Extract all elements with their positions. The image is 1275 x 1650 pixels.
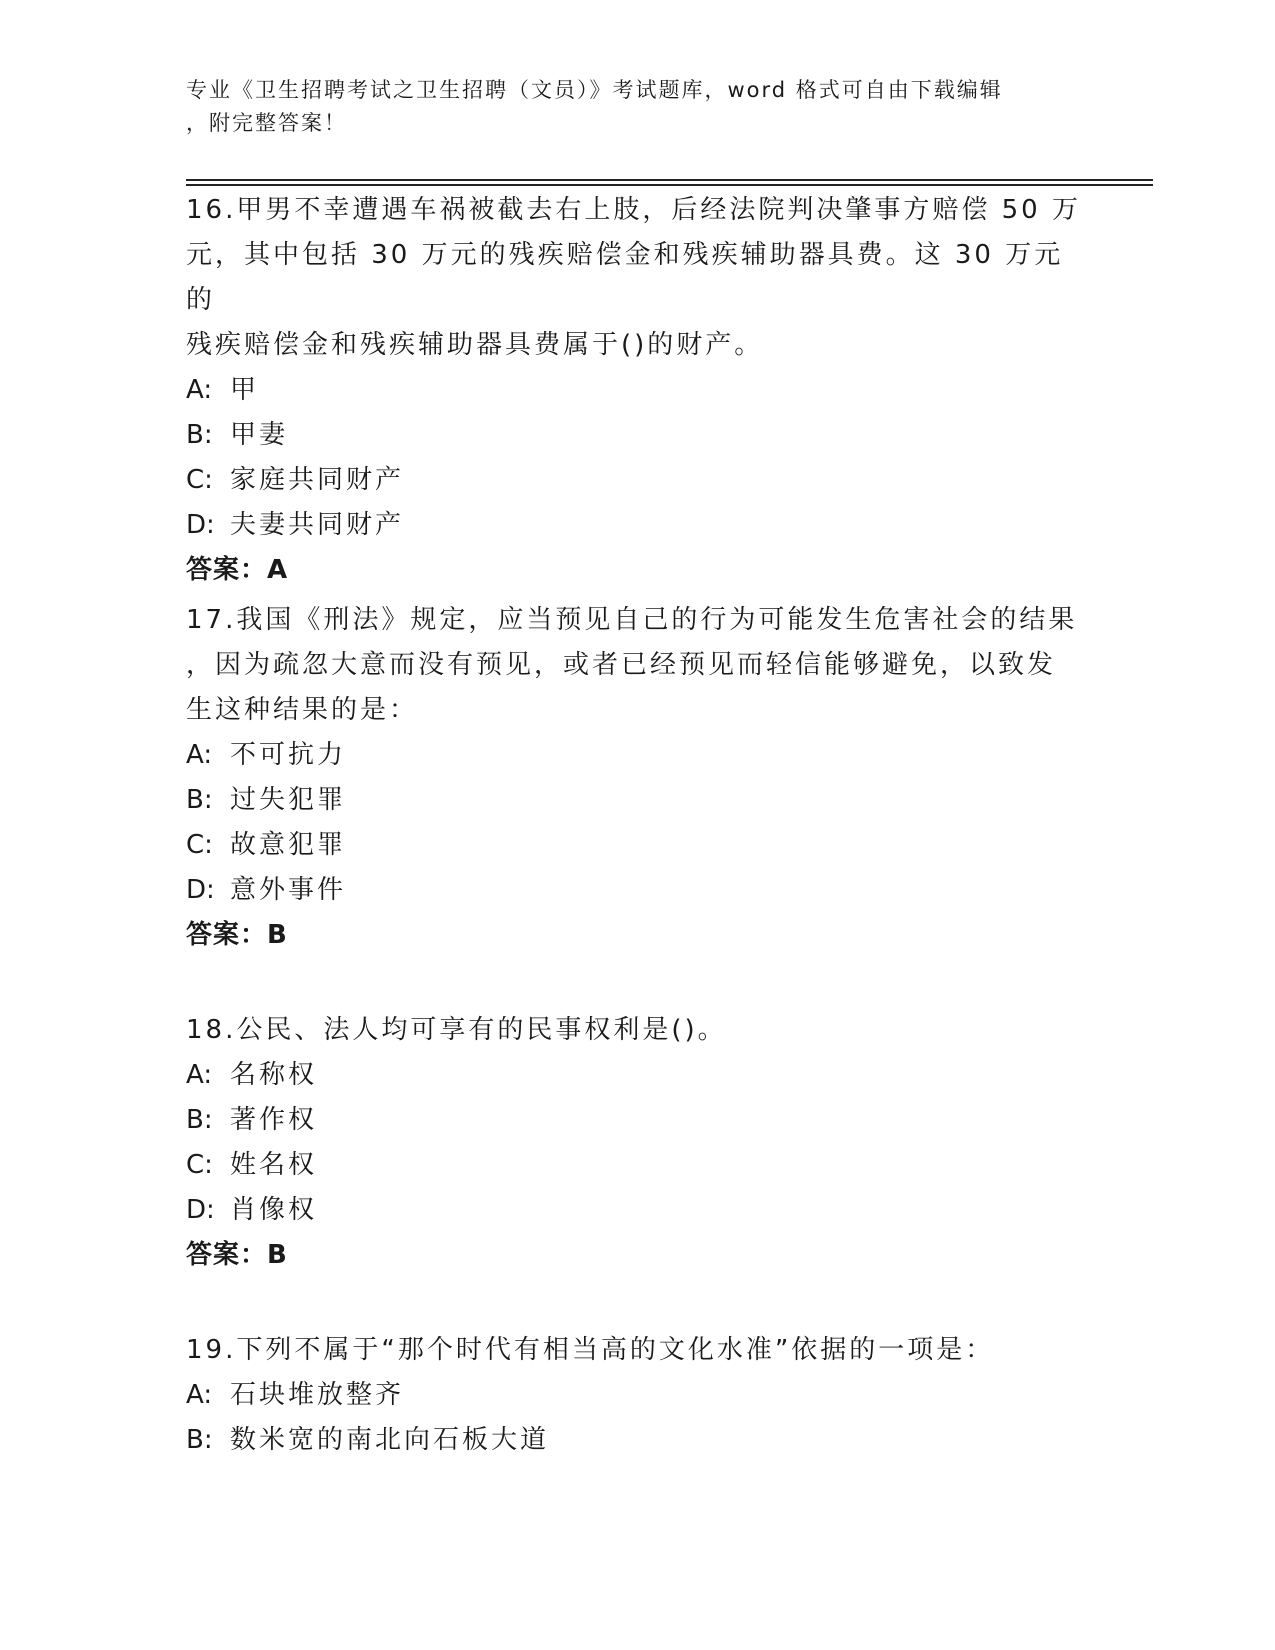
option-text: 夫妻共同财产	[230, 510, 405, 540]
question-18	[186, 1008, 1086, 1278]
answer-line: 答案：B	[186, 920, 288, 950]
option-b	[186, 1418, 1086, 1463]
option-text: 名称权	[230, 1060, 318, 1090]
question-stem-line: ，因为疏忽大意而没有预见，或者已经预见而轻信能够避免，以致发	[186, 650, 1057, 680]
option-c	[186, 458, 1086, 503]
question-19	[186, 1328, 1086, 1463]
option-key: A:	[186, 1380, 213, 1410]
option-text: 甲	[230, 375, 260, 405]
option-key: C:	[186, 830, 213, 860]
option-key: A:	[186, 1060, 213, 1090]
option-a	[186, 1373, 1086, 1418]
question-stem-line: 16.甲男不幸遭遇车祸被截去右上肢，后经法院判决肇事方赔偿 50 万	[186, 195, 1081, 225]
option-key: A:	[186, 740, 213, 770]
option-key: B:	[186, 1425, 213, 1455]
option-text: 不可抗力	[230, 740, 347, 770]
option-key: D:	[186, 1195, 215, 1225]
option-text: 故意犯罪	[230, 830, 347, 860]
option-key: C:	[186, 1150, 213, 1180]
option-a	[186, 368, 1086, 413]
document-header	[186, 74, 1066, 140]
option-key: B:	[186, 1105, 213, 1135]
option-d	[186, 868, 1086, 913]
option-b	[186, 1098, 1086, 1143]
option-text: 意外事件	[230, 875, 347, 905]
question-16	[186, 188, 1086, 593]
option-text: 著作权	[230, 1105, 318, 1135]
question-stem-line: 19.下列不属于“那个时代有相当高的文化水准”依据的一项是：	[186, 1335, 995, 1365]
option-b	[186, 413, 1086, 458]
option-text: 过失犯罪	[230, 785, 347, 815]
option-key: B:	[186, 420, 213, 450]
option-a	[186, 1053, 1086, 1098]
header-divider-bottom	[186, 184, 1153, 186]
option-text: 石块堆放整齐	[230, 1380, 405, 1410]
option-d	[186, 503, 1086, 548]
answer-line: 答案：B	[186, 1240, 288, 1270]
header-line-1: 专业《卫生招聘考试之卫生招聘（文员）》考试题库，word 格式可自由下载编辑	[186, 78, 1003, 102]
option-key: C:	[186, 465, 213, 495]
header-divider-top	[186, 179, 1153, 181]
option-text: 姓名权	[230, 1150, 318, 1180]
option-c	[186, 1143, 1086, 1188]
answer-line: 答案：A	[186, 555, 289, 585]
question-stem-line: 元，其中包括 30 万元的残疾赔偿金和残疾辅助器具费。这 30 万元的	[186, 240, 1064, 315]
option-text: 甲妻	[230, 420, 289, 450]
option-text: 肖像权	[230, 1195, 318, 1225]
question-stem-line: 残疾赔偿金和残疾辅助器具费属于()的财产。	[186, 330, 764, 360]
option-a	[186, 733, 1086, 778]
option-d	[186, 1188, 1086, 1233]
question-stem-line: 生这种结果的是：	[186, 695, 419, 725]
option-key: D:	[186, 875, 215, 905]
option-text: 家庭共同财产	[230, 465, 405, 495]
option-c	[186, 823, 1086, 868]
question-stem-line: 18.公民、法人均可享有的民事权利是()。	[186, 1015, 727, 1045]
question-stem-line: 17.我国《刑法》规定，应当预见自己的行为可能发生危害社会的结果	[186, 605, 1078, 635]
option-key: A:	[186, 375, 213, 405]
option-key: D:	[186, 510, 215, 540]
option-b	[186, 778, 1086, 823]
option-key: B:	[186, 785, 213, 815]
option-text: 数米宽的南北向石板大道	[230, 1425, 550, 1455]
header-line-2: ，附完整答案！	[186, 111, 347, 135]
question-17	[186, 598, 1086, 958]
